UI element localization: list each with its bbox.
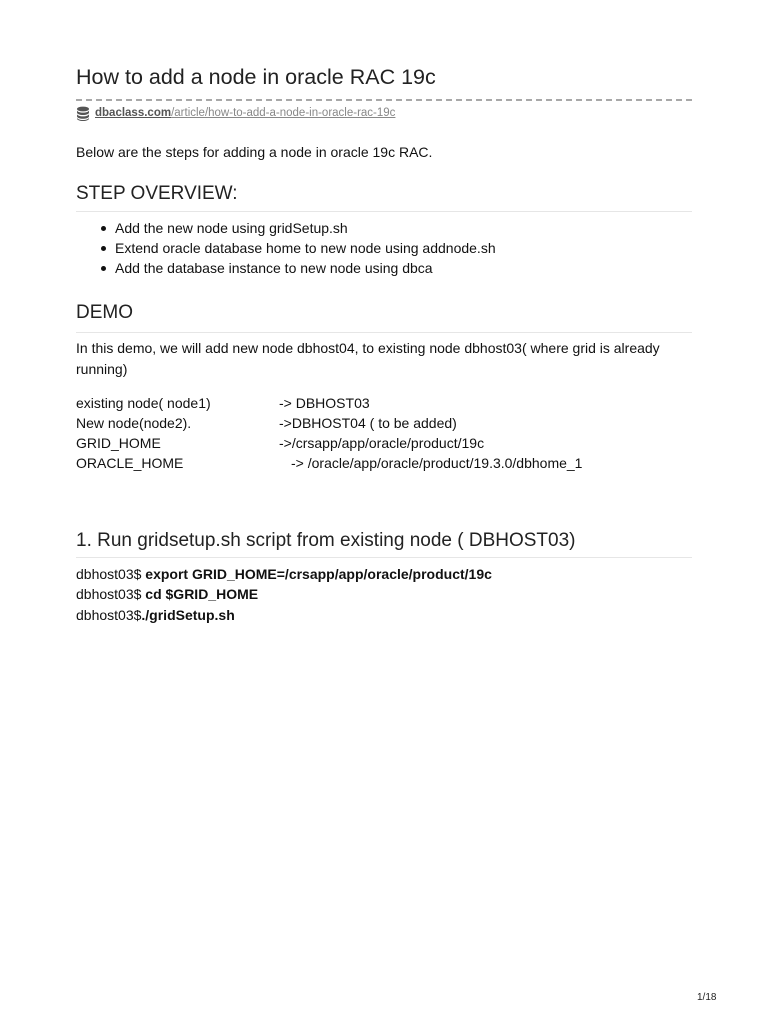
- command-line: [76, 564, 492, 584]
- intro-text: Below are the steps for adding a node in oracle 19c RAC.: [76, 144, 433, 160]
- demo-paragraph: In this demo, we will add new node dbhost04, to existing node dbhost03( where grid is already running): [76, 340, 660, 377]
- database-icon: [76, 106, 90, 121]
- command-text: cd $GRID_HOME: [145, 586, 259, 602]
- command-text: export GRID_HOME=/crsapp/app/oracle/product/19c: [145, 566, 492, 582]
- source-domain[interactable]: dbaclass.com: [95, 107, 172, 119]
- command-line: [76, 584, 258, 604]
- list-item-text: Add the new node using gridSetup.sh: [115, 220, 348, 236]
- command-prompt: dbhost03$: [76, 566, 146, 582]
- page-number: 1/18: [697, 992, 717, 1003]
- step1-divider: [76, 557, 692, 558]
- config-key: New node(node2).: [76, 415, 192, 431]
- step1-heading: 1. Run gridsetup.sh script from existing node ( DBHOST03): [76, 530, 576, 551]
- demo-heading: DEMO: [76, 302, 133, 323]
- command-text: ./gridSetup.sh: [141, 607, 235, 623]
- list-item-text: Add the database instance to new node using dbca: [115, 260, 433, 276]
- bullet-icon: [101, 226, 106, 231]
- config-value: ->/crsapp/app/oracle/product/19c: [279, 435, 485, 451]
- config-key: ORACLE_HOME: [76, 455, 184, 471]
- command-prompt: dbhost03$: [76, 607, 142, 623]
- source-link[interactable]: [76, 105, 395, 121]
- step-overview-heading: STEP OVERVIEW:: [76, 183, 238, 204]
- list-item: [76, 218, 496, 238]
- config-key: GRID_HOME: [76, 435, 161, 451]
- command-prompt: dbhost03$: [76, 586, 146, 602]
- list-item-text: Extend oracle database home to new node using addnode.sh: [115, 240, 496, 256]
- list-item: [76, 238, 496, 258]
- config-key: existing node( node1): [76, 395, 211, 411]
- bullet-icon: [101, 266, 106, 271]
- config-value: -> /oracle/app/oracle/product/19.3.0/dbhome_1: [291, 455, 583, 471]
- config-value: ->DBHOST04 ( to be added): [279, 415, 457, 431]
- title-divider: [76, 99, 692, 101]
- bullet-icon: [101, 246, 106, 251]
- list-item: [76, 258, 496, 278]
- step-overview-list: [76, 218, 496, 278]
- command-line: [76, 605, 235, 625]
- page-title: How to add a node in oracle RAC 19c: [76, 65, 436, 89]
- config-value: -> DBHOST03: [279, 395, 370, 411]
- source-path[interactable]: /article/how-to-add-a-node-in-oracle-rac-19c: [171, 107, 396, 119]
- step-overview-divider: [76, 211, 692, 212]
- demo-divider: [76, 332, 692, 333]
